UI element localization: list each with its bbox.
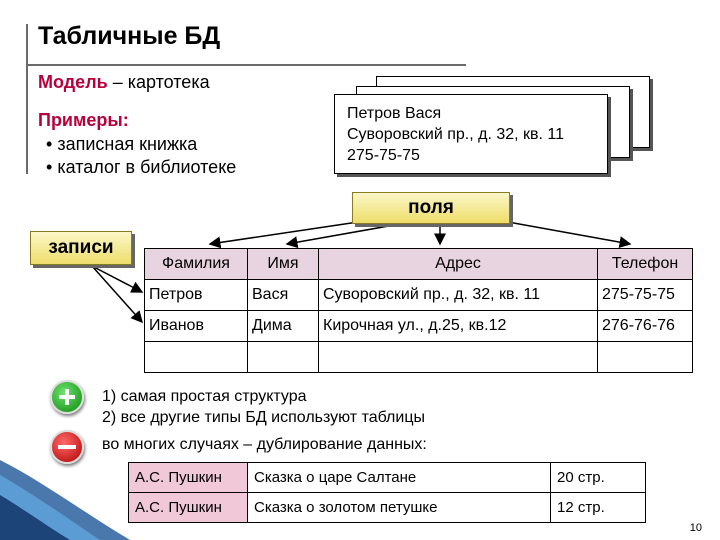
table-cell: Вася (248, 280, 319, 311)
model-label: Модель (38, 72, 108, 92)
records-tag: записи (30, 231, 132, 265)
arrow-to-telefon (508, 222, 630, 244)
fields-tag: поля (352, 192, 510, 224)
pro-item: 2) все другие типы БД используют таблицы (102, 409, 425, 426)
table-header-row (145, 249, 693, 280)
table-cell (598, 342, 693, 373)
decorative-swoosh (0, 440, 130, 540)
examples-label: Примеры: (38, 110, 129, 130)
table-cell: А.С. Пушкин (129, 493, 248, 523)
table-cell (319, 342, 598, 373)
slide-title: Табличные БД (38, 22, 221, 50)
plus-icon (50, 380, 84, 414)
card-line: Петров Вася (347, 105, 442, 122)
table-cell: Кирочная ул., д.25, кв.12 (319, 311, 598, 342)
arrow-to-row-2 (92, 266, 142, 322)
table-row (129, 463, 646, 493)
header-cell: Фамилия (145, 249, 248, 280)
table-cell: Сказка о золотом петушке (248, 493, 551, 523)
duplication-table (128, 462, 646, 523)
table-cell: Суворовский пр., д. 32, кв. 11 (319, 280, 598, 311)
table-cell: Иванов (145, 311, 248, 342)
table-cell: Дима (248, 311, 319, 342)
records-table (144, 248, 693, 373)
table-cell: 275-75-75 (598, 280, 693, 311)
table-cell: 276-76-76 (598, 311, 693, 342)
example-item: • каталог в библиотеке (46, 157, 237, 177)
header-cell: Телефон (598, 249, 693, 280)
table-cell (248, 342, 319, 373)
table-row (145, 280, 693, 311)
header-cell: Имя (248, 249, 319, 280)
example-item: • записная книжка (46, 134, 198, 154)
card-line: 275-75-75 (347, 147, 420, 164)
card-line: Суворовский пр., д. 32, кв. 11 (347, 126, 565, 143)
table-cell: А.С. Пушкин (129, 463, 248, 493)
arrow-to-familiya (210, 222, 358, 244)
arrow-to-imya (287, 224, 400, 244)
con-text: во многих случаях – дублирование данных: (102, 436, 427, 453)
model-text: – картотека (107, 72, 210, 92)
page-number: 10 (689, 522, 702, 534)
table-row (145, 342, 693, 373)
table-cell (145, 342, 248, 373)
table-cell: Петров (145, 280, 248, 311)
pro-item: 1) самая простая структура (102, 388, 307, 405)
table-cell: Сказка о царе Салтане (248, 463, 551, 493)
table-cell: 20 стр. (551, 463, 646, 493)
pros-list (102, 386, 425, 428)
table-row (145, 311, 693, 342)
table-row (129, 493, 646, 523)
header-cell: Адрес (319, 249, 598, 280)
arrow-to-row-1 (92, 266, 142, 292)
table-cell: 12 стр. (551, 493, 646, 523)
